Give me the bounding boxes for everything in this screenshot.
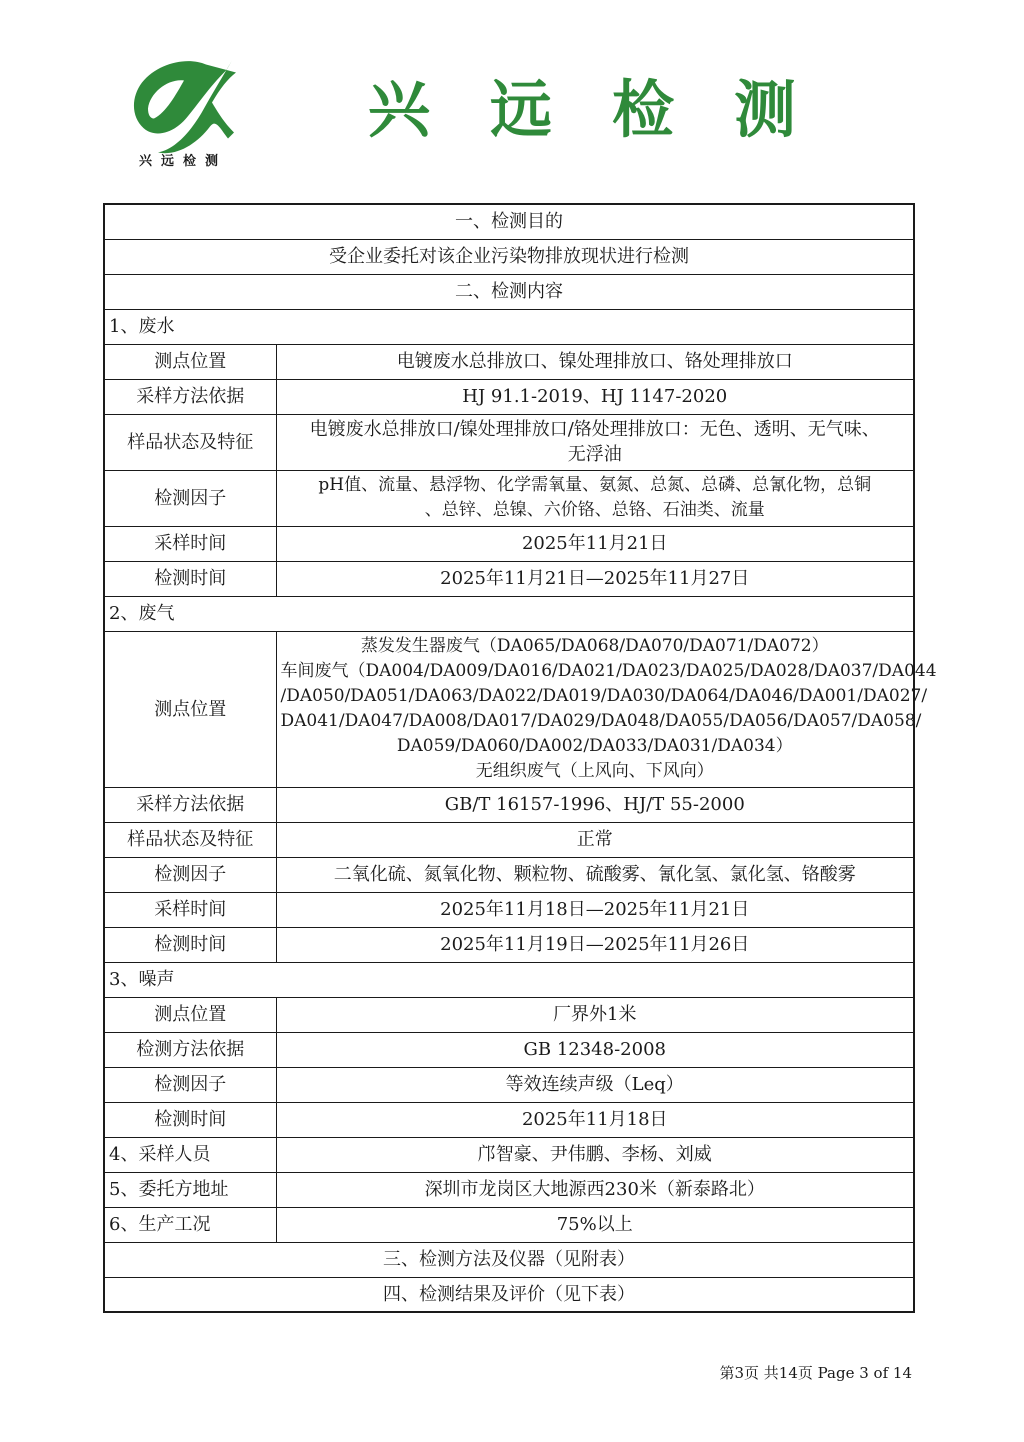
wg-location-value	[276, 631, 937, 787]
wg-state-label: 样品状态及特征	[104, 822, 276, 857]
text-line: 无组织废气（上风向、下风向）	[475, 761, 714, 781]
sampler-value: 邝智豪、尹伟鹏、李杨、刘威	[276, 1137, 914, 1172]
table-row	[104, 997, 914, 1032]
text-line: 、总锌、总镍、六价铬、总铬、石油类、流量	[424, 500, 765, 520]
noise-location-value: 厂界外1米	[276, 997, 914, 1032]
text-line: /DA050/DA051/DA063/DA022/DA019/DA030/DA064/DA046/DA001/DA027/	[280, 686, 928, 706]
wg-testing-label: 检测时间	[104, 927, 276, 962]
production-label: 6、生产工况	[104, 1207, 276, 1242]
ww-factor-label: 检测因子	[104, 470, 276, 526]
table-row	[104, 1172, 914, 1207]
purpose-title: 一、检测目的	[104, 204, 914, 239]
text-line: 无浮油	[567, 444, 622, 465]
client-address-label: 5、委托方地址	[104, 1172, 276, 1207]
ww-location-label: 测点位置	[104, 344, 276, 379]
table-row	[104, 631, 914, 787]
wg-factor-value: 二氧化硫、氮氧化物、颗粒物、硫酸雾、氰化氢、氯化氢、铬酸雾	[276, 857, 914, 892]
table-row	[104, 561, 914, 596]
table-row	[104, 526, 914, 561]
ww-state-value	[276, 414, 914, 470]
text-line: 蒸发发生器废气（DA065/DA068/DA070/DA071/DA072）	[360, 636, 829, 656]
wg-sampling-label: 采样时间	[104, 892, 276, 927]
ww-testing-label: 检测时间	[104, 561, 276, 596]
table-row	[104, 470, 914, 526]
wg-state-value: 正常	[276, 822, 914, 857]
page-number: 第3页 共14页 Page 3 of 14	[719, 1364, 912, 1382]
table-row	[104, 892, 914, 927]
ww-factor-value	[276, 470, 914, 526]
table-row	[104, 414, 914, 470]
text-line: DA059/DA060/DA002/DA033/DA031/DA034）	[396, 736, 793, 756]
noise-method-value: GB 12348-2008	[276, 1032, 914, 1067]
table-row	[104, 787, 914, 822]
wg-factor-label: 检测因子	[104, 857, 276, 892]
noise-factor-value: 等效连续声级（Leq）	[276, 1067, 914, 1102]
text-line: 电镀废水总排放口/镍处理排放口/铬处理排放口：无色、透明、无气味、	[309, 419, 880, 440]
table-row	[104, 1137, 914, 1172]
ww-sampling-label: 采样时间	[104, 526, 276, 561]
table-row	[104, 379, 914, 414]
ww-location-value: 电镀废水总排放口、镍处理排放口、铬处理排放口	[276, 344, 914, 379]
production-value: 75%以上	[276, 1207, 914, 1242]
ww-testing-value: 2025年11月21日—2025年11月27日	[276, 561, 914, 596]
table-row	[104, 344, 914, 379]
wg-method-value: GB/T 16157-1996、HJ/T 55-2000	[276, 787, 914, 822]
wg-location-label: 测点位置	[104, 631, 276, 787]
report-table	[103, 203, 937, 1313]
noise-title: 3、噪声	[104, 962, 914, 997]
table-row	[104, 1102, 914, 1137]
ww-method-label: 采样方法依据	[104, 379, 276, 414]
ww-state-label: 样品状态及特征	[104, 414, 276, 470]
brand-title: 兴远检测	[368, 73, 857, 146]
ww-sampling-value: 2025年11月21日	[276, 526, 914, 561]
wastewater-title: 1、废水	[104, 309, 914, 344]
wg-method-label: 采样方法依据	[104, 787, 276, 822]
wg-sampling-value: 2025年11月18日—2025年11月21日	[276, 892, 914, 927]
purpose-text: 受企业委托对该企业污染物排放现状进行检测	[104, 239, 914, 274]
table-row	[104, 822, 914, 857]
methods-title: 三、检测方法及仪器（见附表）	[104, 1242, 914, 1277]
noise-method-label: 检测方法依据	[104, 1032, 276, 1067]
table-row	[104, 927, 914, 962]
wg-testing-value: 2025年11月19日—2025年11月26日	[276, 927, 914, 962]
table-row	[104, 857, 914, 892]
noise-location-label: 测点位置	[104, 997, 276, 1032]
wastegas-title: 2、废气	[104, 596, 914, 631]
text-line: pH值、流量、悬浮物、化学需氧量、氨氮、总氮、总磷、总氰化物，总铜	[318, 475, 872, 495]
client-address-value: 深圳市龙岗区大地源西230米（新泰路北）	[276, 1172, 914, 1207]
text-line: DA041/DA047/DA008/DA017/DA029/DA048/DA055/DA056/DA057/DA058/	[280, 711, 922, 731]
sampler-label: 4、采样人员	[104, 1137, 276, 1172]
table-row	[104, 1032, 914, 1067]
logo-caption: 兴远检测	[138, 154, 227, 169]
results-title: 四、检测结果及评价（见下表）	[104, 1277, 914, 1312]
noise-testing-label: 检测时间	[104, 1102, 276, 1137]
table-row	[104, 1207, 914, 1242]
noise-testing-value: 2025年11月18日	[276, 1102, 914, 1137]
noise-factor-label: 检测因子	[104, 1067, 276, 1102]
ww-method-value: HJ 91.1-2019、HJ 1147-2020	[276, 379, 914, 414]
content-title: 二、检测内容	[104, 274, 914, 309]
text-line: 车间废气（DA004/DA009/DA016/DA021/DA023/DA025/DA028/DA037/DA044	[280, 661, 937, 681]
table-row	[104, 1067, 914, 1102]
